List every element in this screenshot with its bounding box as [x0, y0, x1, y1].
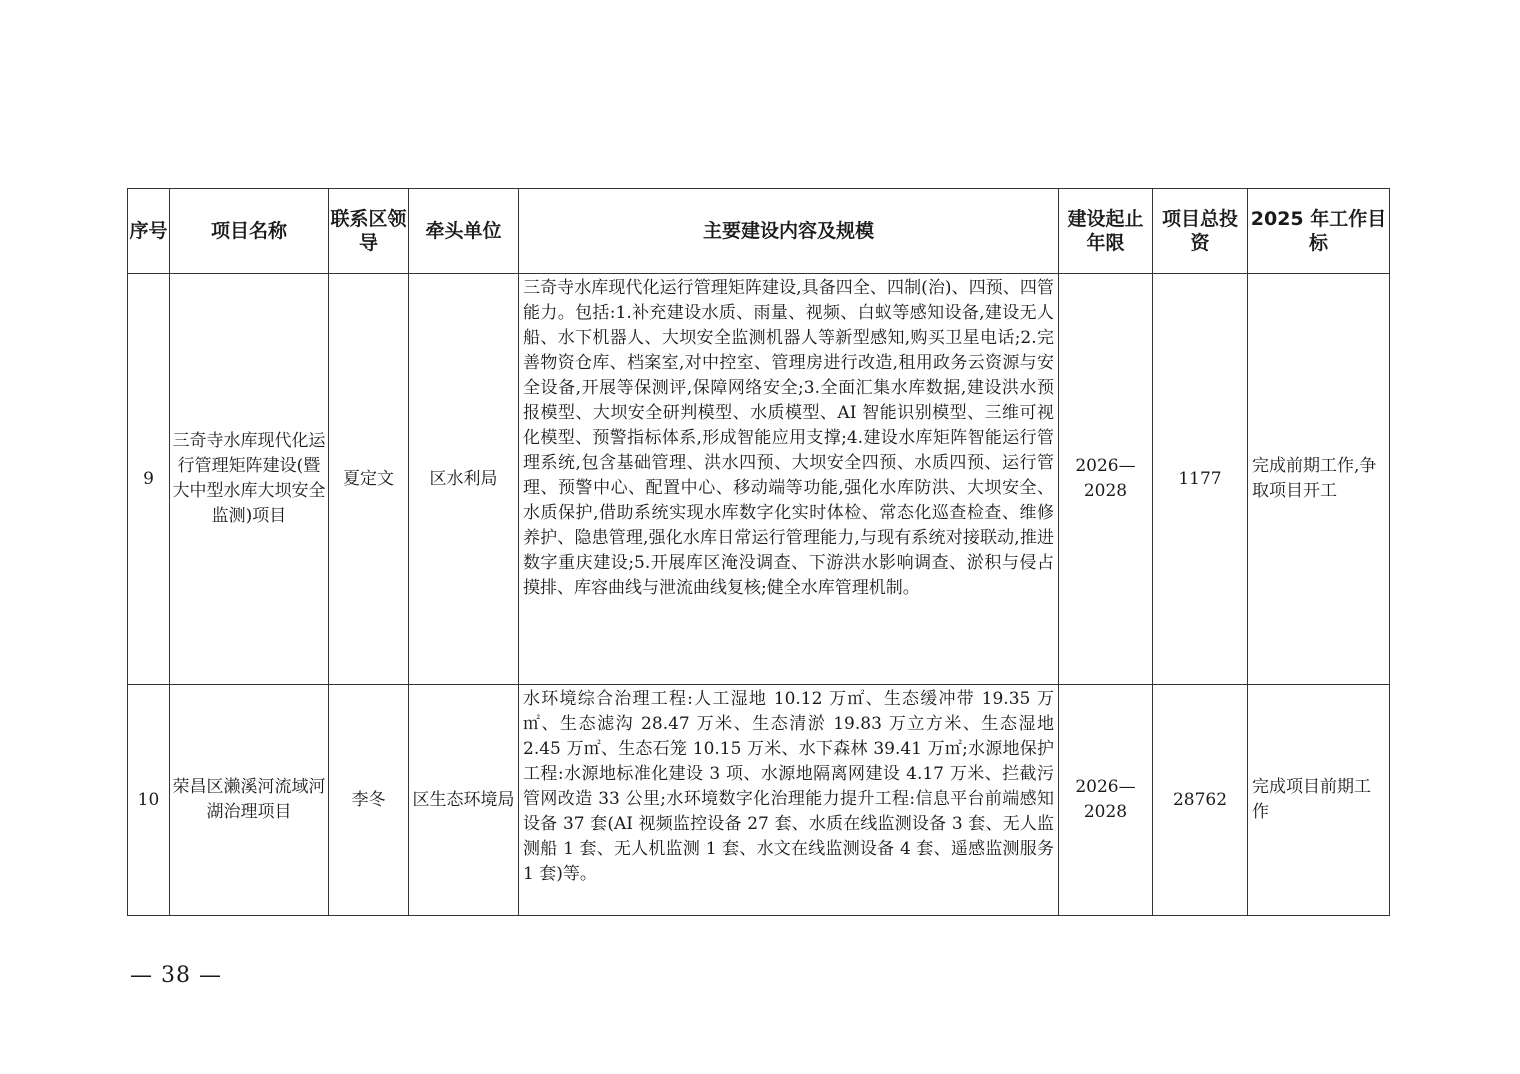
table-header-row [128, 189, 1390, 274]
cell-lead-unit: 区水利局 [409, 274, 519, 685]
cell-investment: 28762 [1153, 685, 1248, 916]
cell-goal: 完成前期工作,争取项目开工 [1248, 274, 1390, 685]
cell-project-name: 三奇寺水库现代化运行管理矩阵建设(暨大中型水库大坝安全监测)项目 [170, 274, 329, 685]
header-goal: 2025 年工作目标 [1248, 189, 1390, 274]
cell-content: 三奇寺水库现代化运行管理矩阵建设,具备四全、四制(治)、四预、四管能力。包括:1.补充建设水质、雨量、视频、白蚁等感知设备,建设无人船、水下机器人、大坝安全监测机器人等新型感知,购买卫星电话;2.完善物资仓库、档案室,对中控室、管理房进行改造,租用政务云资源与安全设备,开展等保测评,保障网络安全;3.全面汇集水库数据,建设洪水预报模型、大坝安全研判模型、水质模型、AI 智能识别模型、三维可视化模型、预警指标体系,形成智能应用支撑;4.建设水库矩阵智能运行管理系统,包含基础管理、洪水四预、大坝安全四预、水质四预、运行管理、预警中心、配置中心、移动端等功能,强化水库防洪、大坝安全、水质保护,借助系统实现水库数字化实时体检、常态化巡查检查、维修养护、隐患管理,强化水库日常运行管理能力,与现有系统对接联动,推进数字重庆建设;5.开展库区淹没调查、下游洪水影响调查、淤积与侵占摸排、库容曲线与泄流曲线复核;健全水库管理机制。 [519, 274, 1059, 685]
projects-table [127, 188, 1390, 916]
cell-seq: 9 [128, 274, 170, 685]
cell-leader: 夏定文 [329, 274, 409, 685]
header-investment: 项目总投资 [1153, 189, 1248, 274]
cell-period: 2026—2028 [1059, 685, 1153, 916]
table-row [128, 685, 1390, 916]
cell-period: 2026—2028 [1059, 274, 1153, 685]
header-project-name: 项目名称 [170, 189, 329, 274]
cell-lead-unit: 区生态环境局 [409, 685, 519, 916]
header-seq: 序号 [128, 189, 170, 274]
cell-investment: 1177 [1153, 274, 1248, 685]
cell-content: 水环境综合治理工程:人工湿地 10.12 万㎡、生态缓冲带 19.35 万㎡、生态滤沟 28.47 万米、生态清淤 19.83 万立方米、生态湿地 2.45 万㎡、生态石笼 10.15 万米、水下森林 39.41 万㎡;水源地保护工程:水源地标准化建设 3 项、水源地隔离网建设 4.17 万米、拦截污管网改造 33 公里;水环境数字化治理能力提升工程:信息平台前端感知设备 37 套(AI 视频监控设备 27 套、水质在线监测设备 3 套、无人监测船 1 套、无人机监测 1 套、水文在线监测设备 4 套、遥感监测服务 1 套)等。 [519, 685, 1059, 916]
page-number: — 38 — [130, 963, 222, 988]
header-period: 建设起止年限 [1059, 189, 1153, 274]
cell-seq: 10 [128, 685, 170, 916]
cell-goal: 完成项目前期工作 [1248, 685, 1390, 916]
cell-project-name: 荣昌区濑溪河流域河湖治理项目 [170, 685, 329, 916]
table-row [128, 274, 1390, 685]
header-content: 主要建设内容及规模 [519, 189, 1059, 274]
cell-leader: 李冬 [329, 685, 409, 916]
header-leader: 联系区领导 [329, 189, 409, 274]
header-lead-unit: 牵头单位 [409, 189, 519, 274]
